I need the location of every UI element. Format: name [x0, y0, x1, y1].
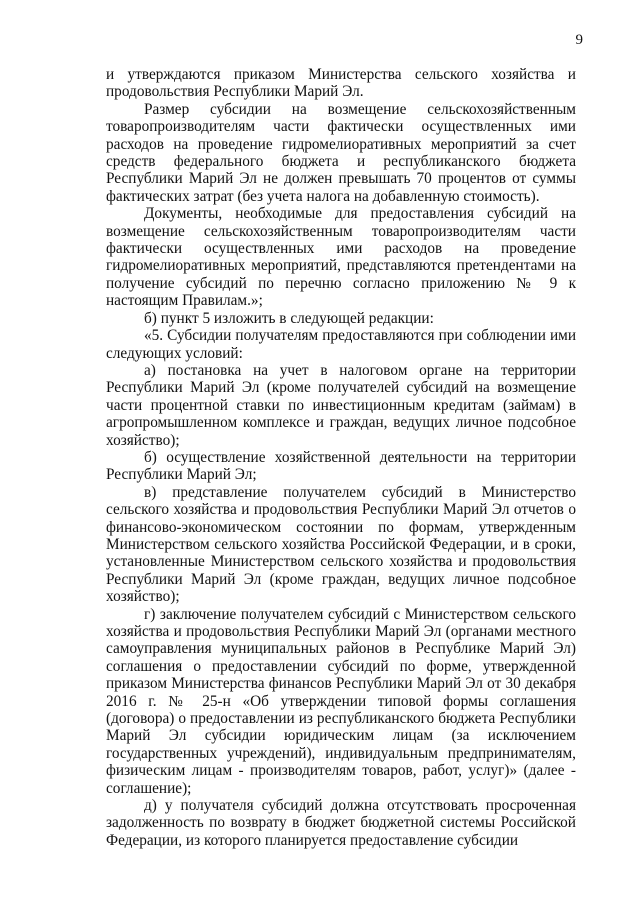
paragraph-clause-5: «5. Субсидии получателям предоставляются при соблюдении ими следующих условий: [106, 327, 576, 362]
paragraph-condition-g: г) заключение получателем субсидий с Министерством сельского хозяйства и продовольствия Республики Марий Эл (органами местного самоуправления муниципальных районов в Республике Марий Эл) соглашения о предоставлении субсидий по форме, утвержденной приказом Министерства финансов Республики Марий Эл от 30 декабря 2016 г. № 25-н «Об утверждении типовой формы соглашения (договора) о предоставлении из республиканского бюджета Республики Марий Эл субсидии юридическим лицам (за исключением государственных учреждений), индивидуальным предпринимателям, физическим лицам - производителям товаров, работ, услуг)» (далее - соглашение); [106, 605, 576, 797]
paragraph-condition-b: б) осуществление хозяйственной деятельности на территории Республики Марий Эл; [106, 448, 576, 484]
paragraph-condition-d: д) у получателя субсидий должна отсутствовать просроченная задолженность по возврату в бюджет бюджетной системы Российской Федерации, из которого планируется предоставление субсидии [106, 797, 576, 849]
page-number: 9 [575, 32, 583, 48]
paragraph-approval-continuation: и утверждаются приказом Министерства сельского хозяйства и продовольствия Республики Марий Эл. [106, 66, 576, 101]
paragraph-item-b-instruction: б) пункт 5 изложить в следующей редакции: [144, 309, 434, 327]
document-body [106, 66, 576, 849]
paragraph-condition-v: в) представление получателем субсидий в Министерство сельского хозяйства и продовольствия Республики Марий Эл отчетов о финансово-экономическом состоянии по формам, утвержденным Министерством сельского хозяйства Российской Федерации, и в сроки, установленные Министерством сельского хозяйства и продовольствия Республики Марий Эл (кроме граждан, ведущих личное подсобное хозяйство); [106, 483, 576, 606]
paragraph-condition-a: а) постановка на учет в налоговом органе на территории Республики Марий Эл (кроме получателей субсидий на возмещение части процентной ставки по инвестиционным кредитам (займам) в агропромышленном комплексе и граждан, ведущих личное подсобное хозяйство); [106, 361, 576, 449]
paragraph-subsidy-amount: Размер субсидии на возмещение сельскохозяйственным товаропроизводителям части фактически осуществленных ими расходов на проведение гидромелиоративных мероприятий за счет средств федерального бюджета и республиканского бюджета Республики Марий Эл не должен превышать 70 процентов от суммы фактических затрат (без учета налога на добавленную стоимость). [106, 100, 576, 205]
paragraph-required-documents: Документы, необходимые для предоставления субсидий на возмещение сельскохозяйственным товаропроизводителям части фактически осуществленных ими расходов на проведение гидромелиоративных мероприятий, представляются претендентами на получение субсидий по перечню согласно приложению № 9 к настоящим Правилам.»; [106, 205, 576, 310]
